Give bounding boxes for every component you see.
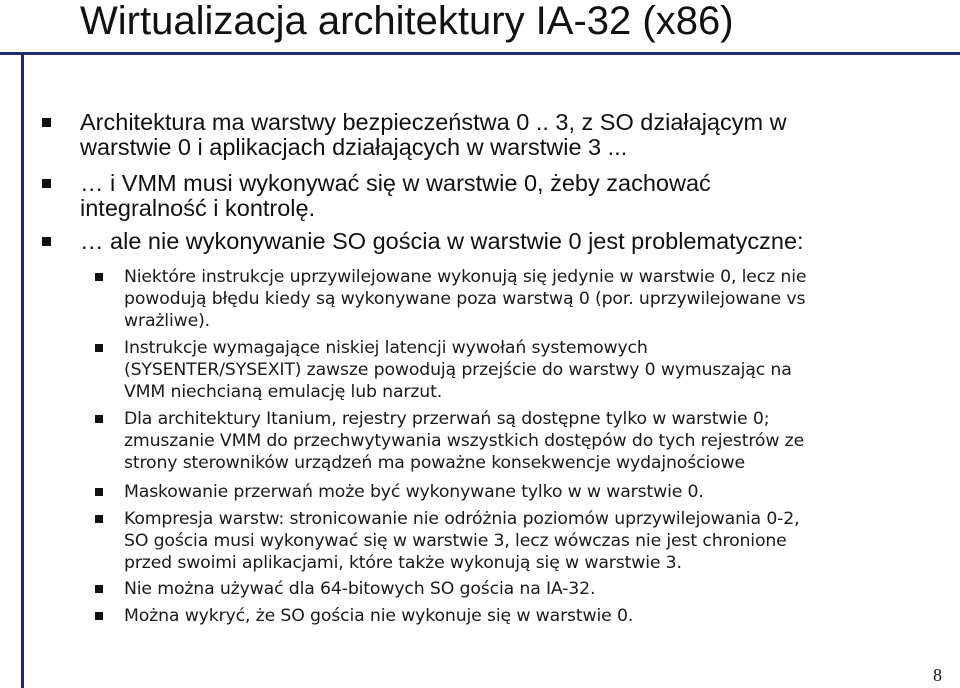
square-bullet-icon (95, 273, 103, 281)
sub-bullet-line: przed swoimi aplikacjami, które także wykonują się w warstwie 3. (124, 553, 682, 573)
bullet-item (80, 110, 940, 159)
square-bullet-icon (95, 488, 103, 496)
sub-bullet-line: Kompresja warstw: stronicowanie nie odróżnia poziomów uprzywilejowania 0-2, (124, 509, 800, 529)
sub-bullet-line: VMM niechcianą emulację lub narzut. (124, 382, 443, 402)
bullet-line: Architektura ma warstwy bezpieczeństwa 0 .. 3, z SO działającym w (80, 109, 787, 135)
sub-bullet-item (124, 337, 944, 403)
bullet-line: … ale nie wykonywanie SO gościa w warstwie 0 jest problematyczne: (80, 228, 804, 254)
sub-bullet-line: (SYSENTER/SYSEXIT) zawsze powodują przejście do warstwy 0 wymuszając na (124, 360, 792, 380)
sub-bullet-line: strony sterowników urządzeń ma poważne konsekwencje wydajnościowe (124, 453, 745, 473)
sub-bullet-item (124, 408, 944, 474)
sub-bullet-item (124, 508, 944, 574)
square-bullet-icon (95, 415, 103, 423)
slide-title: Wirtualizacja architektury IA-32 (x86) (80, 0, 734, 43)
bullet-line: warstwie 0 i aplikacjach działających w warstwie 3 ... (80, 133, 628, 160)
sub-bullet-line: Nie można używać dla 64-bitowych SO gościa na IA-32. (124, 579, 596, 599)
sub-bullet-line: SO gościa musi wykonywać się w warstwie 3, lecz wówczas nie jest chronione (124, 531, 787, 551)
square-bullet-icon (95, 515, 103, 523)
bullet-item (80, 171, 940, 220)
sub-bullet-item (124, 578, 944, 600)
sub-bullet-line: Instrukcje wymagające niskiej latencji wywołań systemowych (124, 338, 648, 358)
bullet-line: … i VMM musi wykonywać się w warstwie 0, żeby zachować (80, 170, 711, 196)
square-bullet-icon (95, 344, 103, 352)
page-number: 8 (933, 665, 942, 685)
square-bullet-icon (95, 585, 103, 593)
bullet-line: integralność i kontrolę. (80, 194, 316, 221)
sub-bullet-line: Maskowanie przerwań może być wykonywane tylko w w warstwie 0. (124, 482, 704, 502)
square-bullet-icon (95, 612, 103, 620)
sub-bullet-line: zmuszanie VMM do przechwytywania wszystkich dostępów do tych rejestrów ze (124, 431, 805, 451)
sub-bullet-line: powodują błędu kiedy są wykonywane poza warstwą 0 (por. uprzywilejowane vs (124, 289, 806, 309)
sub-bullet-line: Można wykryć, że SO gościa nie wykonuje się w warstwie 0. (124, 606, 634, 626)
square-bullet-icon (42, 179, 51, 188)
sub-bullet-line: wrażliwe). (124, 311, 211, 331)
sub-bullet-item (124, 605, 944, 627)
sub-bullet-item (124, 481, 944, 503)
sub-bullet-line: Niektóre instrukcje uprzywilejowane wykonują się jedynie w warstwie 0, lecz nie (124, 267, 807, 287)
sub-bullet-item (124, 266, 944, 332)
sub-bullet-line: Dla architektury Itanium, rejestry przerwań są dostępne tylko w warstwie 0; (124, 409, 770, 429)
bullet-item (80, 229, 940, 254)
square-bullet-icon (42, 118, 51, 127)
square-bullet-icon (42, 237, 51, 246)
